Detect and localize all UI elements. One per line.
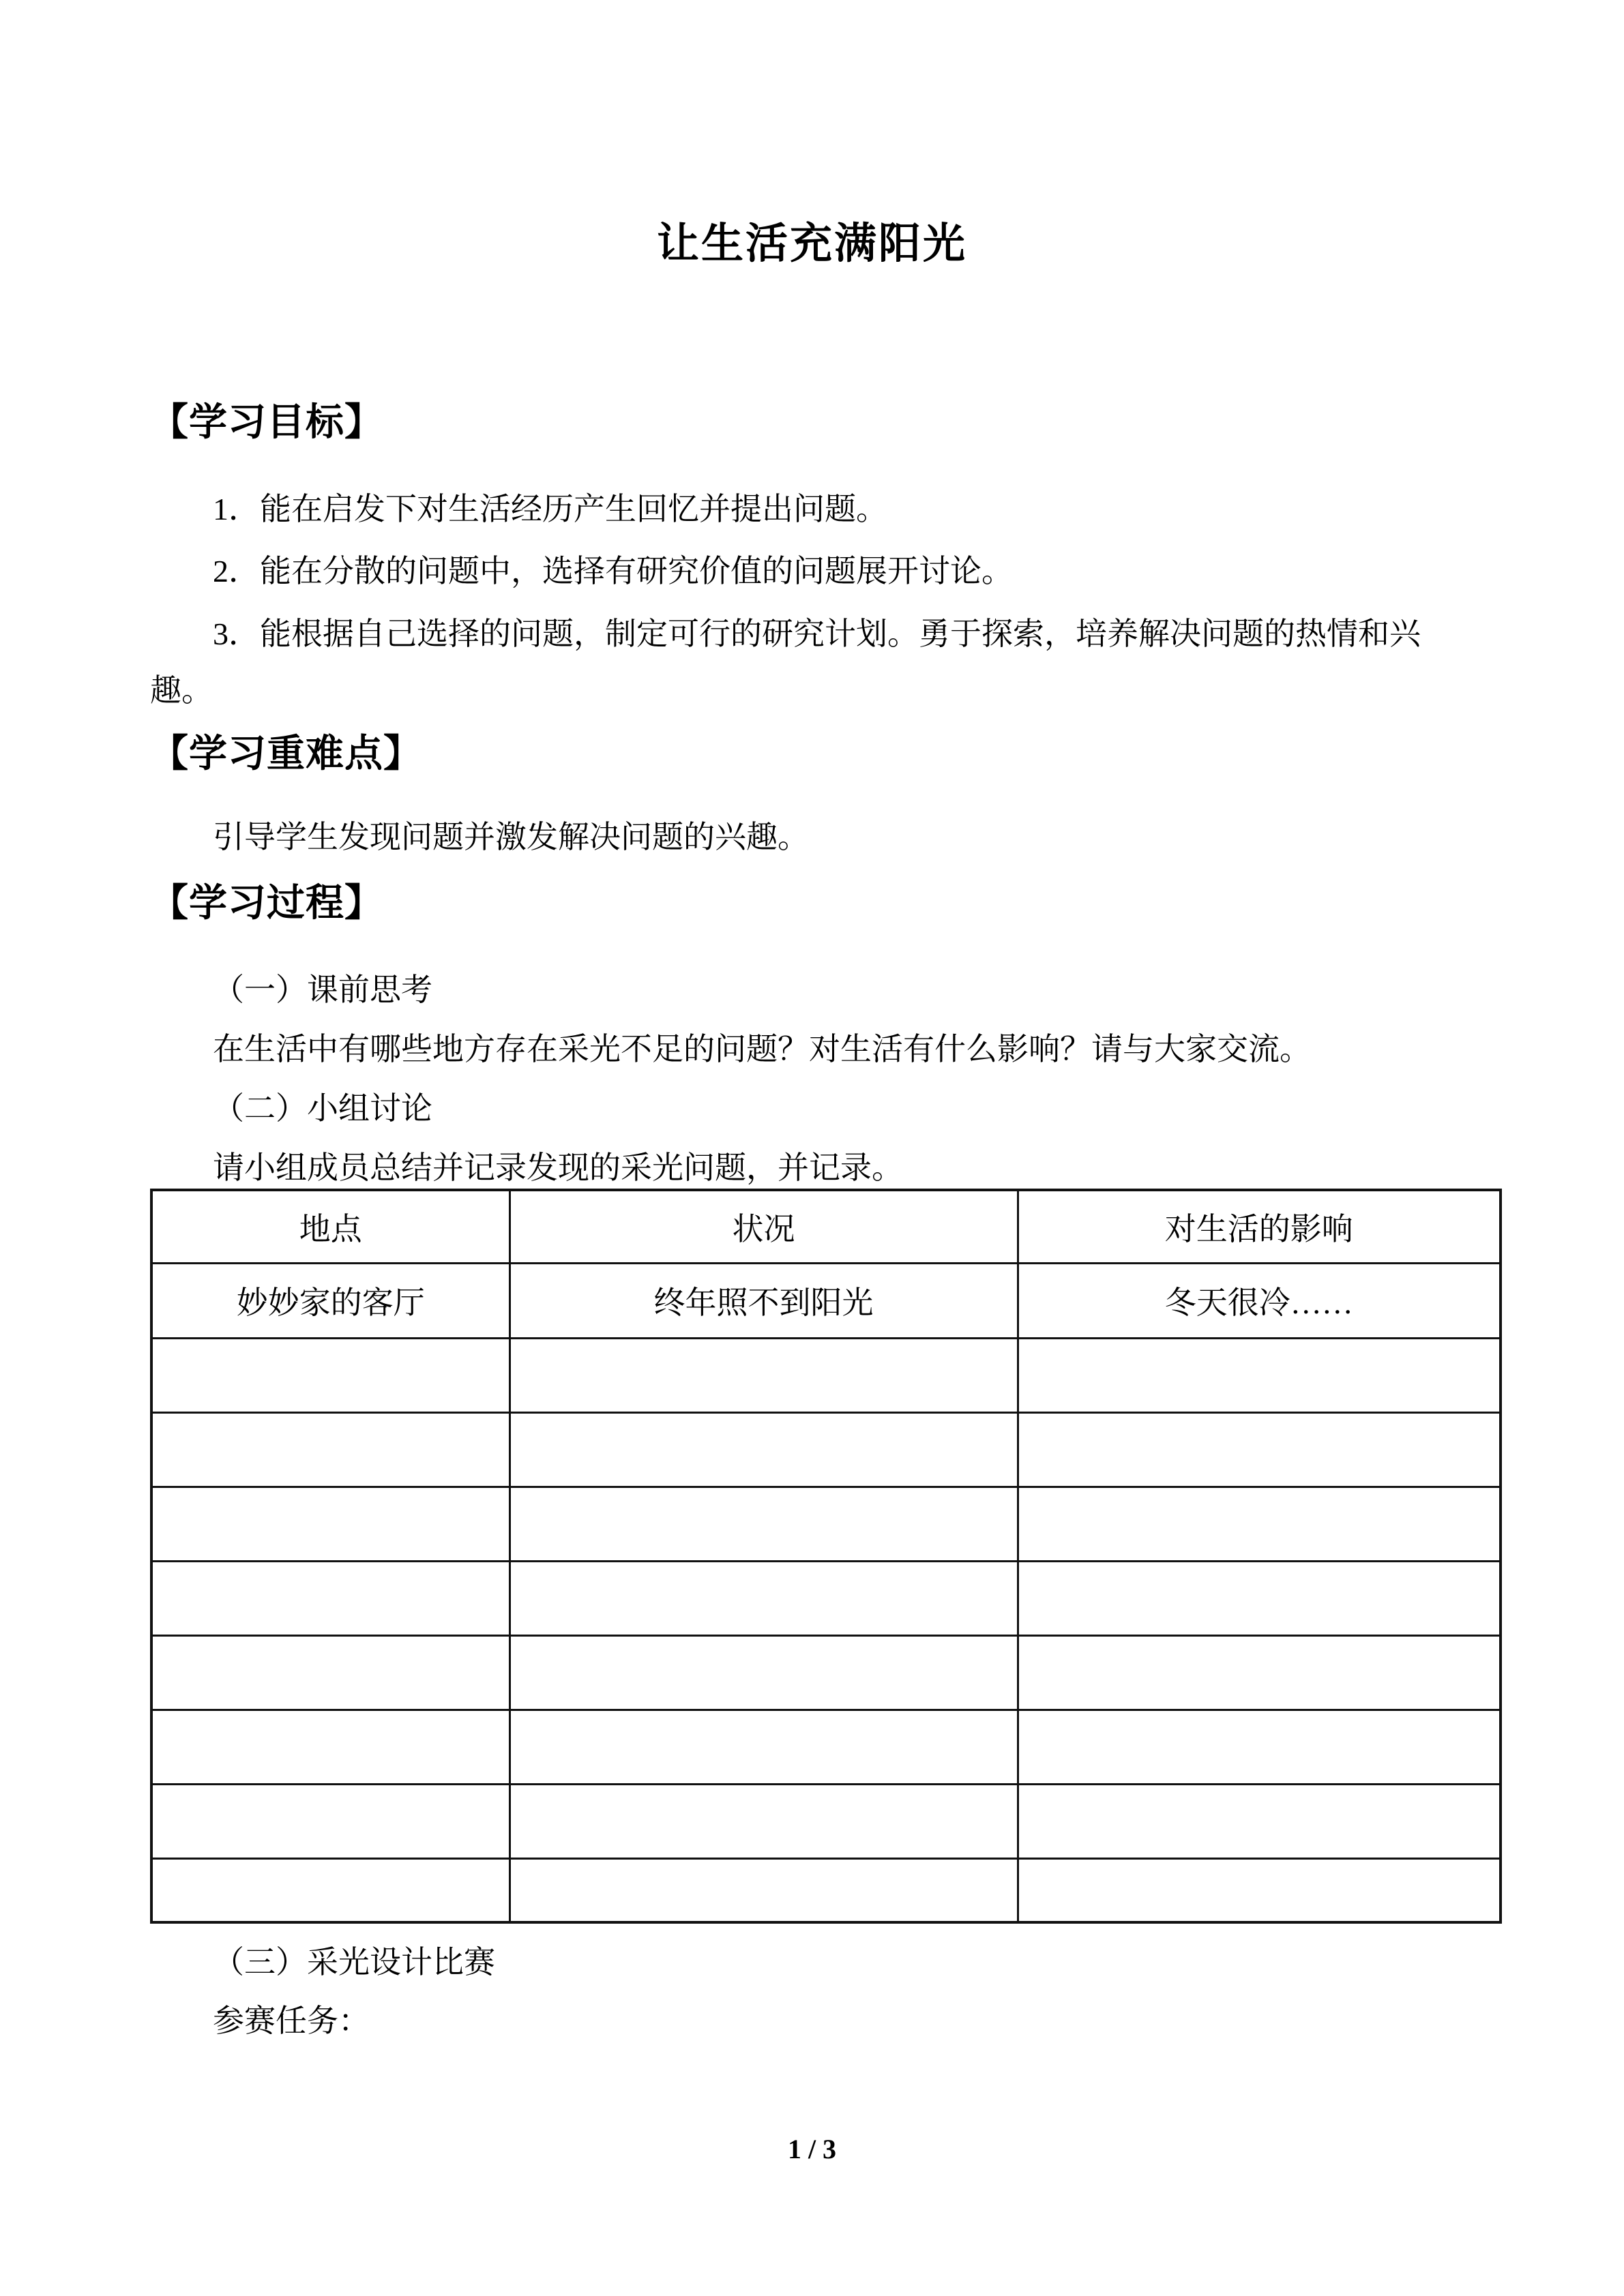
table-cell xyxy=(151,1710,510,1784)
objective-item-3-line-1: 3．能根据自己选择的问题，制定可行的研究计划。勇于探索，培养解决问题的热情和兴 xyxy=(213,616,1421,651)
process-step-2-text: 请小组成员总结并记录发现的采光问题，并记录。 xyxy=(213,1150,903,1185)
table-cell xyxy=(1018,1710,1501,1784)
process-step-3-title: （三）采光设计比赛 xyxy=(213,1945,495,1980)
table-cell xyxy=(151,1561,510,1635)
objective-item-1: 1．能在启发下对生活经历产生回忆并提出问题。 xyxy=(213,492,887,526)
process-step-1-title: （一）课前思考 xyxy=(213,972,432,1007)
table-cell xyxy=(510,1338,1018,1412)
table-row xyxy=(151,1635,1501,1710)
table-row xyxy=(151,1784,1501,1858)
table-cell xyxy=(510,1858,1018,1922)
page-number: 1 / 3 xyxy=(787,2134,837,2164)
table-cell: 妙妙家的客厅 xyxy=(151,1263,510,1338)
table-header-cell: 对生活的影响 xyxy=(1018,1190,1501,1263)
table-row xyxy=(151,1487,1501,1561)
objective-item-2: 2．能在分散的问题中，选择有研究价值的问题展开讨论。 xyxy=(213,554,1013,588)
process-step-1-text: 在生活中有哪些地方存在采光不足的问题？对生活有什么影响？请与大家交流。 xyxy=(213,1032,1311,1067)
process-heading: 【学习过程】 xyxy=(150,882,383,925)
table-cell xyxy=(1018,1635,1501,1710)
key-points-text: 引导学生发现问题并激发解决问题的兴趣。 xyxy=(213,820,809,854)
table-cell xyxy=(510,1710,1018,1784)
table-cell xyxy=(151,1784,510,1858)
process-step-2-title: （二）小组讨论 xyxy=(213,1091,432,1126)
table-cell xyxy=(151,1858,510,1922)
table-cell xyxy=(510,1487,1018,1561)
table-header-cell: 地点 xyxy=(151,1190,510,1263)
table-cell xyxy=(1018,1412,1501,1487)
table-cell xyxy=(1018,1338,1501,1412)
objectives-heading: 【学习目标】 xyxy=(150,402,383,444)
table-row xyxy=(151,1338,1501,1412)
table-row xyxy=(151,1561,1501,1635)
table-cell: 冬天很冷…… xyxy=(1018,1263,1501,1338)
table-cell xyxy=(1018,1784,1501,1858)
table-header-cell: 状况 xyxy=(510,1190,1018,1263)
table-cell xyxy=(151,1412,510,1487)
table-cell xyxy=(151,1338,510,1412)
table-cell xyxy=(510,1412,1018,1487)
table-cell xyxy=(151,1487,510,1561)
table-cell xyxy=(510,1561,1018,1635)
table-cell xyxy=(510,1784,1018,1858)
table-cell xyxy=(1018,1487,1501,1561)
objective-item-3-line-2: 趣。 xyxy=(150,673,213,708)
table-cell xyxy=(1018,1858,1501,1922)
key-points-heading: 【学习重难点】 xyxy=(150,733,422,775)
table-cell xyxy=(151,1635,510,1710)
table-row xyxy=(151,1263,1501,1338)
document-title: 让生活充满阳光 xyxy=(656,221,967,267)
table-row xyxy=(151,1710,1501,1784)
table-row xyxy=(151,1858,1501,1922)
table-header-row xyxy=(151,1190,1501,1263)
table-cell xyxy=(510,1635,1018,1710)
table-cell: 终年照不到阳光 xyxy=(510,1263,1018,1338)
process-step-3-text: 参赛任务： xyxy=(213,2003,370,2038)
table-row xyxy=(151,1412,1501,1487)
observation-table xyxy=(150,1189,1502,1924)
table-cell xyxy=(1018,1561,1501,1635)
